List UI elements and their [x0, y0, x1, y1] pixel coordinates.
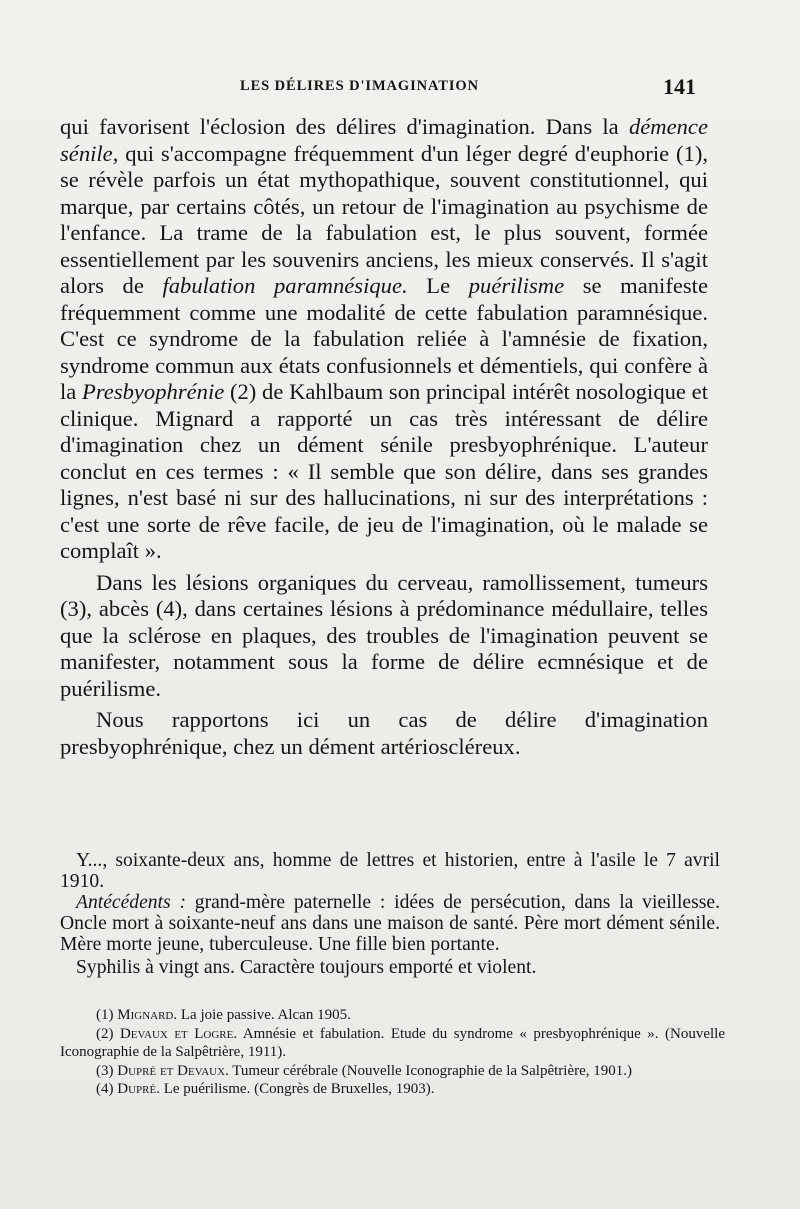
antecedents-label: Antécédents :	[76, 892, 186, 913]
footnote-author: Devaux et Logre	[119, 1025, 234, 1042]
term-fabulation-paramnesique: fabulation paramnésique.	[162, 273, 408, 298]
footnote-author: Mignard	[117, 1007, 174, 1023]
running-title: LES DÉLIRES D'IMAGINATION	[240, 78, 479, 94]
case-syphilis: Syphilis à vingt ans. Caractère toujours emporté et violent.	[76, 957, 537, 978]
page-number: 141	[663, 74, 696, 99]
term-puerilisme: puérilisme	[468, 273, 565, 298]
term-demence-senile: démence sénile	[60, 114, 708, 166]
case-intro: Y..., soixante-deux ans, homme de lettres et historien, entre à l'asile le 7 avril 1910.	[60, 850, 720, 892]
term-presbyophrenie: Presbyophrénie	[82, 379, 225, 404]
main-text	[60, 114, 708, 760]
footnote-4: (4) Dupré. Le puérilisme. (Congrès de Bruxelles, 1903).	[96, 1081, 435, 1097]
footnote-1: (1) Mignard. La joie passive. Alcan 1905.	[96, 1007, 351, 1023]
paragraph-2: Dans les lésions organiques du cerveau, ramollissement, tumeurs (3), abcès (4), dans certaines lésions à prédominance médullaire, telles que la sclérose en plaques, des troubles de l'imagination peuvent se manifester, notamment sous la forme de délire ecmnésique et de puérilisme.	[60, 569, 708, 701]
paragraph-1: qui favorisent l'éclosion des délires d'imagination. Dans la démence sénile, qui s'accompagne fréquemment d'un léger degré d'euphorie (1), se révèle parfois un état mythopathique, souvent constitutionnel, qui marque, par certains côtés, un retour de l'imagination au psychisme de l'enfance. La trame de la fabulation est, le plus souvent, formée essentiellement par les souvenirs anciens, les mieux conservés. Il s'agit alors de fabulation paramnésique. Le puérilisme se manifeste fréquemment comme une modalité de cette fabulation paramnésique. C'est ce syndrome de la fabulation reliée à l'amnésie de fixation, syndrome commun aux états confusionnels et démentiels, qui confère à la Presbyophrénie (2) de Kahlbaum son principal intérêt nosologique et clinique. Mignard a rapporté un cas très intéressant de délire d'imagination chez un dément sénile presbyophrénique. L'auteur conclut en ces termes : « Il semble que son délire, dans ses grandes lignes, n'est basé ni sur des hallucinations, ni sur des interprétations : c'est une sorte de rêve facile, de jeu de l'imagination, où le malade se complaît ».	[60, 114, 708, 563]
footnotes	[60, 1006, 725, 1099]
case-report	[60, 850, 720, 978]
footnote-author: Dupré et Devaux	[117, 1062, 226, 1079]
footnote-2: (2) Devaux et Logre. Amnésie et fabulation. Etude du syndrome « presbyophrénique ». (Nouvelle Iconographie de la Salpêtrière, 1911).	[60, 1025, 725, 1060]
paragraph-3: Nous rapportons ici un cas de délire d'imagination presbyophrénique, chez un dément artérioscléreux.	[60, 707, 708, 759]
case-antecedents: Antécédents : grand-mère paternelle : idées de persécution, dans la vieillesse. Oncle mort à soixante-neuf ans dans une maison de santé. Père mort dément sénile. Mère morte jeune, tuberculeuse. Une fille bien portante.	[60, 892, 720, 955]
footnote-3: (3) Dupré et Devaux. Tumeur cérébrale (Nouvelle Iconographie de la Salpêtrière, 1901.)	[96, 1062, 632, 1079]
footnote-author: Dupré	[117, 1081, 157, 1097]
